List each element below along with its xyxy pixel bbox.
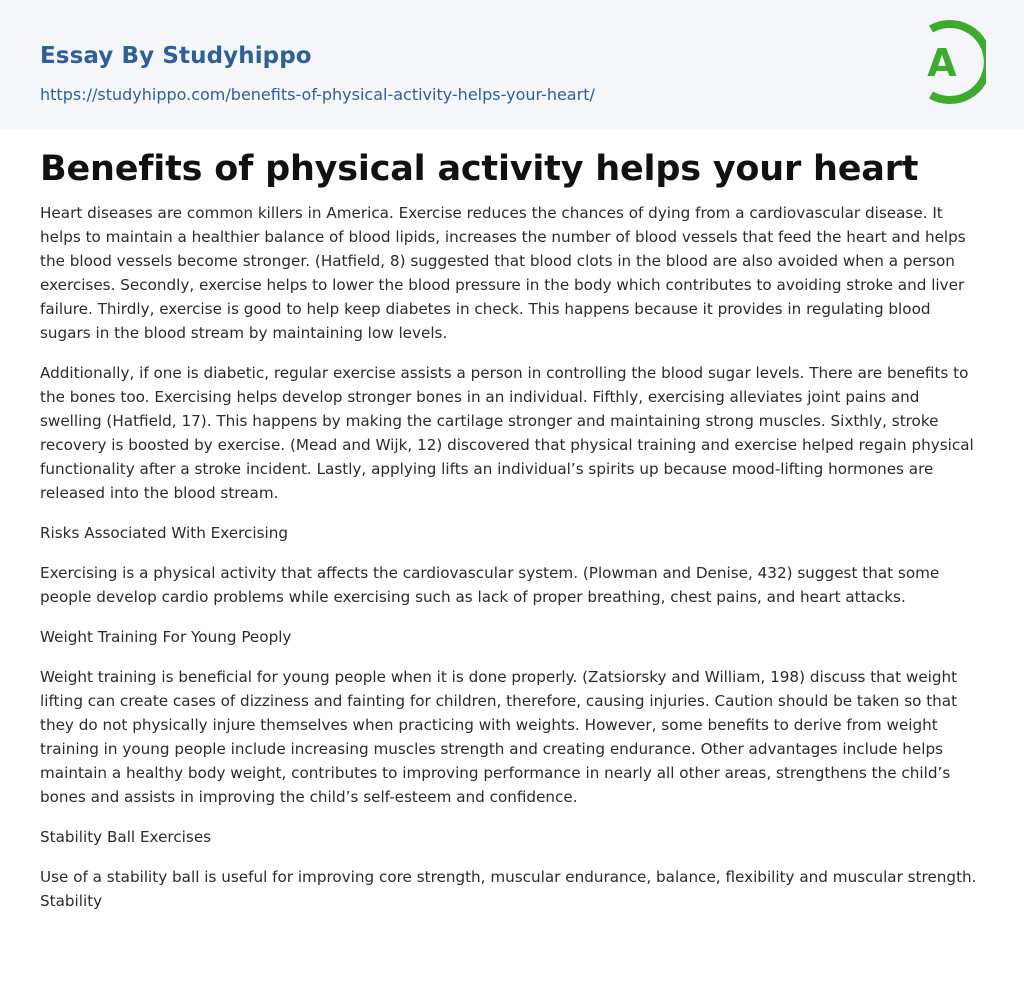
section-heading-risks: Risks Associated With Exercising: [40, 524, 289, 542]
paragraph-5: Use of a stability ball is useful for improving core strength, muscular endurance, balance, flexibility and muscular strength. Stability: [40, 868, 977, 910]
paragraph-1: Heart diseases are common killers in America. Exercise reduces the chances of dying from a cardiovascular disease. It helps to maintain a healthier balance of blood lipids, increases the number of blood vessels that feed the heart and helps the blood vessels become stronger. (Hatfield, 8) suggested that blood clots in the blood are also avoided when a person exercises. Secondly, exercise helps to lower the blood pressure in the body which contributes to avoiding stroke and liver failure. Thirdly, exercise is good to help keep diabetes in check. This happens because it provides in regulating blood sugars in the blood stream by maintaining low levels.: [40, 204, 966, 342]
page-url-link[interactable]: https://studyhippo.com/benefits-of-physical-activity-helps-your-heart/: [40, 85, 595, 104]
site-brand[interactable]: Essay By Studyhippo: [40, 43, 312, 69]
paragraph-4: Weight training is beneficial for young people when it is done properly. (Zatsiorsky and William, 198) discuss that weight lifting can create cases of dizziness and fainting for children, therefore, causing injuries. Caution should be taken so that they do not physically injure themselves when practicing with weights. However, some benefits to derive from weight training in young people include increasing muscles strength and creating endurance. Other advantages include helps maintain a healthy body weight, contributes to improving performance in nearly all other areas, strengthens the child’s bones and assists in improving the child’s self-esteem and confidence.: [40, 668, 958, 806]
section-heading-stability-ball: Stability Ball Exercises: [40, 828, 212, 846]
section-heading-weight-training: Weight Training For Young Peoply: [40, 628, 292, 646]
paragraph-2: Additionally, if one is diabetic, regular exercise assists a person in controlling the blood sugar levels. There are benefits to the bones too. Exercising helps develop stronger bones in an individual. Fifthly, exercising alleviates joint pains and swelling (Hatfield, 17). This happens by making the cartilage stronger and maintaining strong muscles. Sixthly, stroke recovery is boosted by exercise. (Mead and Wijk, 12) discovered that physical training and exercise helped regain physical functionality after a stroke incident. Lastly, applying lifts an individual’s spirits up because mood-lifting hormones are released into the blood stream.: [40, 364, 974, 502]
studyhippo-logo-icon[interactable]: [914, 18, 986, 106]
article-content: [0, 149, 1024, 913]
paragraph-3: Exercising is a physical activity that affects the cardiovascular system. (Plowman and Denise, 432) suggest that some people develop cardio problems while exercising such as lack of proper breathing, chest pains, and heart attacks.: [40, 564, 940, 606]
article-title: Benefits of physical activity helps your heart: [40, 149, 919, 189]
logo-letter: A: [927, 41, 957, 85]
site-header: [0, 0, 1024, 129]
